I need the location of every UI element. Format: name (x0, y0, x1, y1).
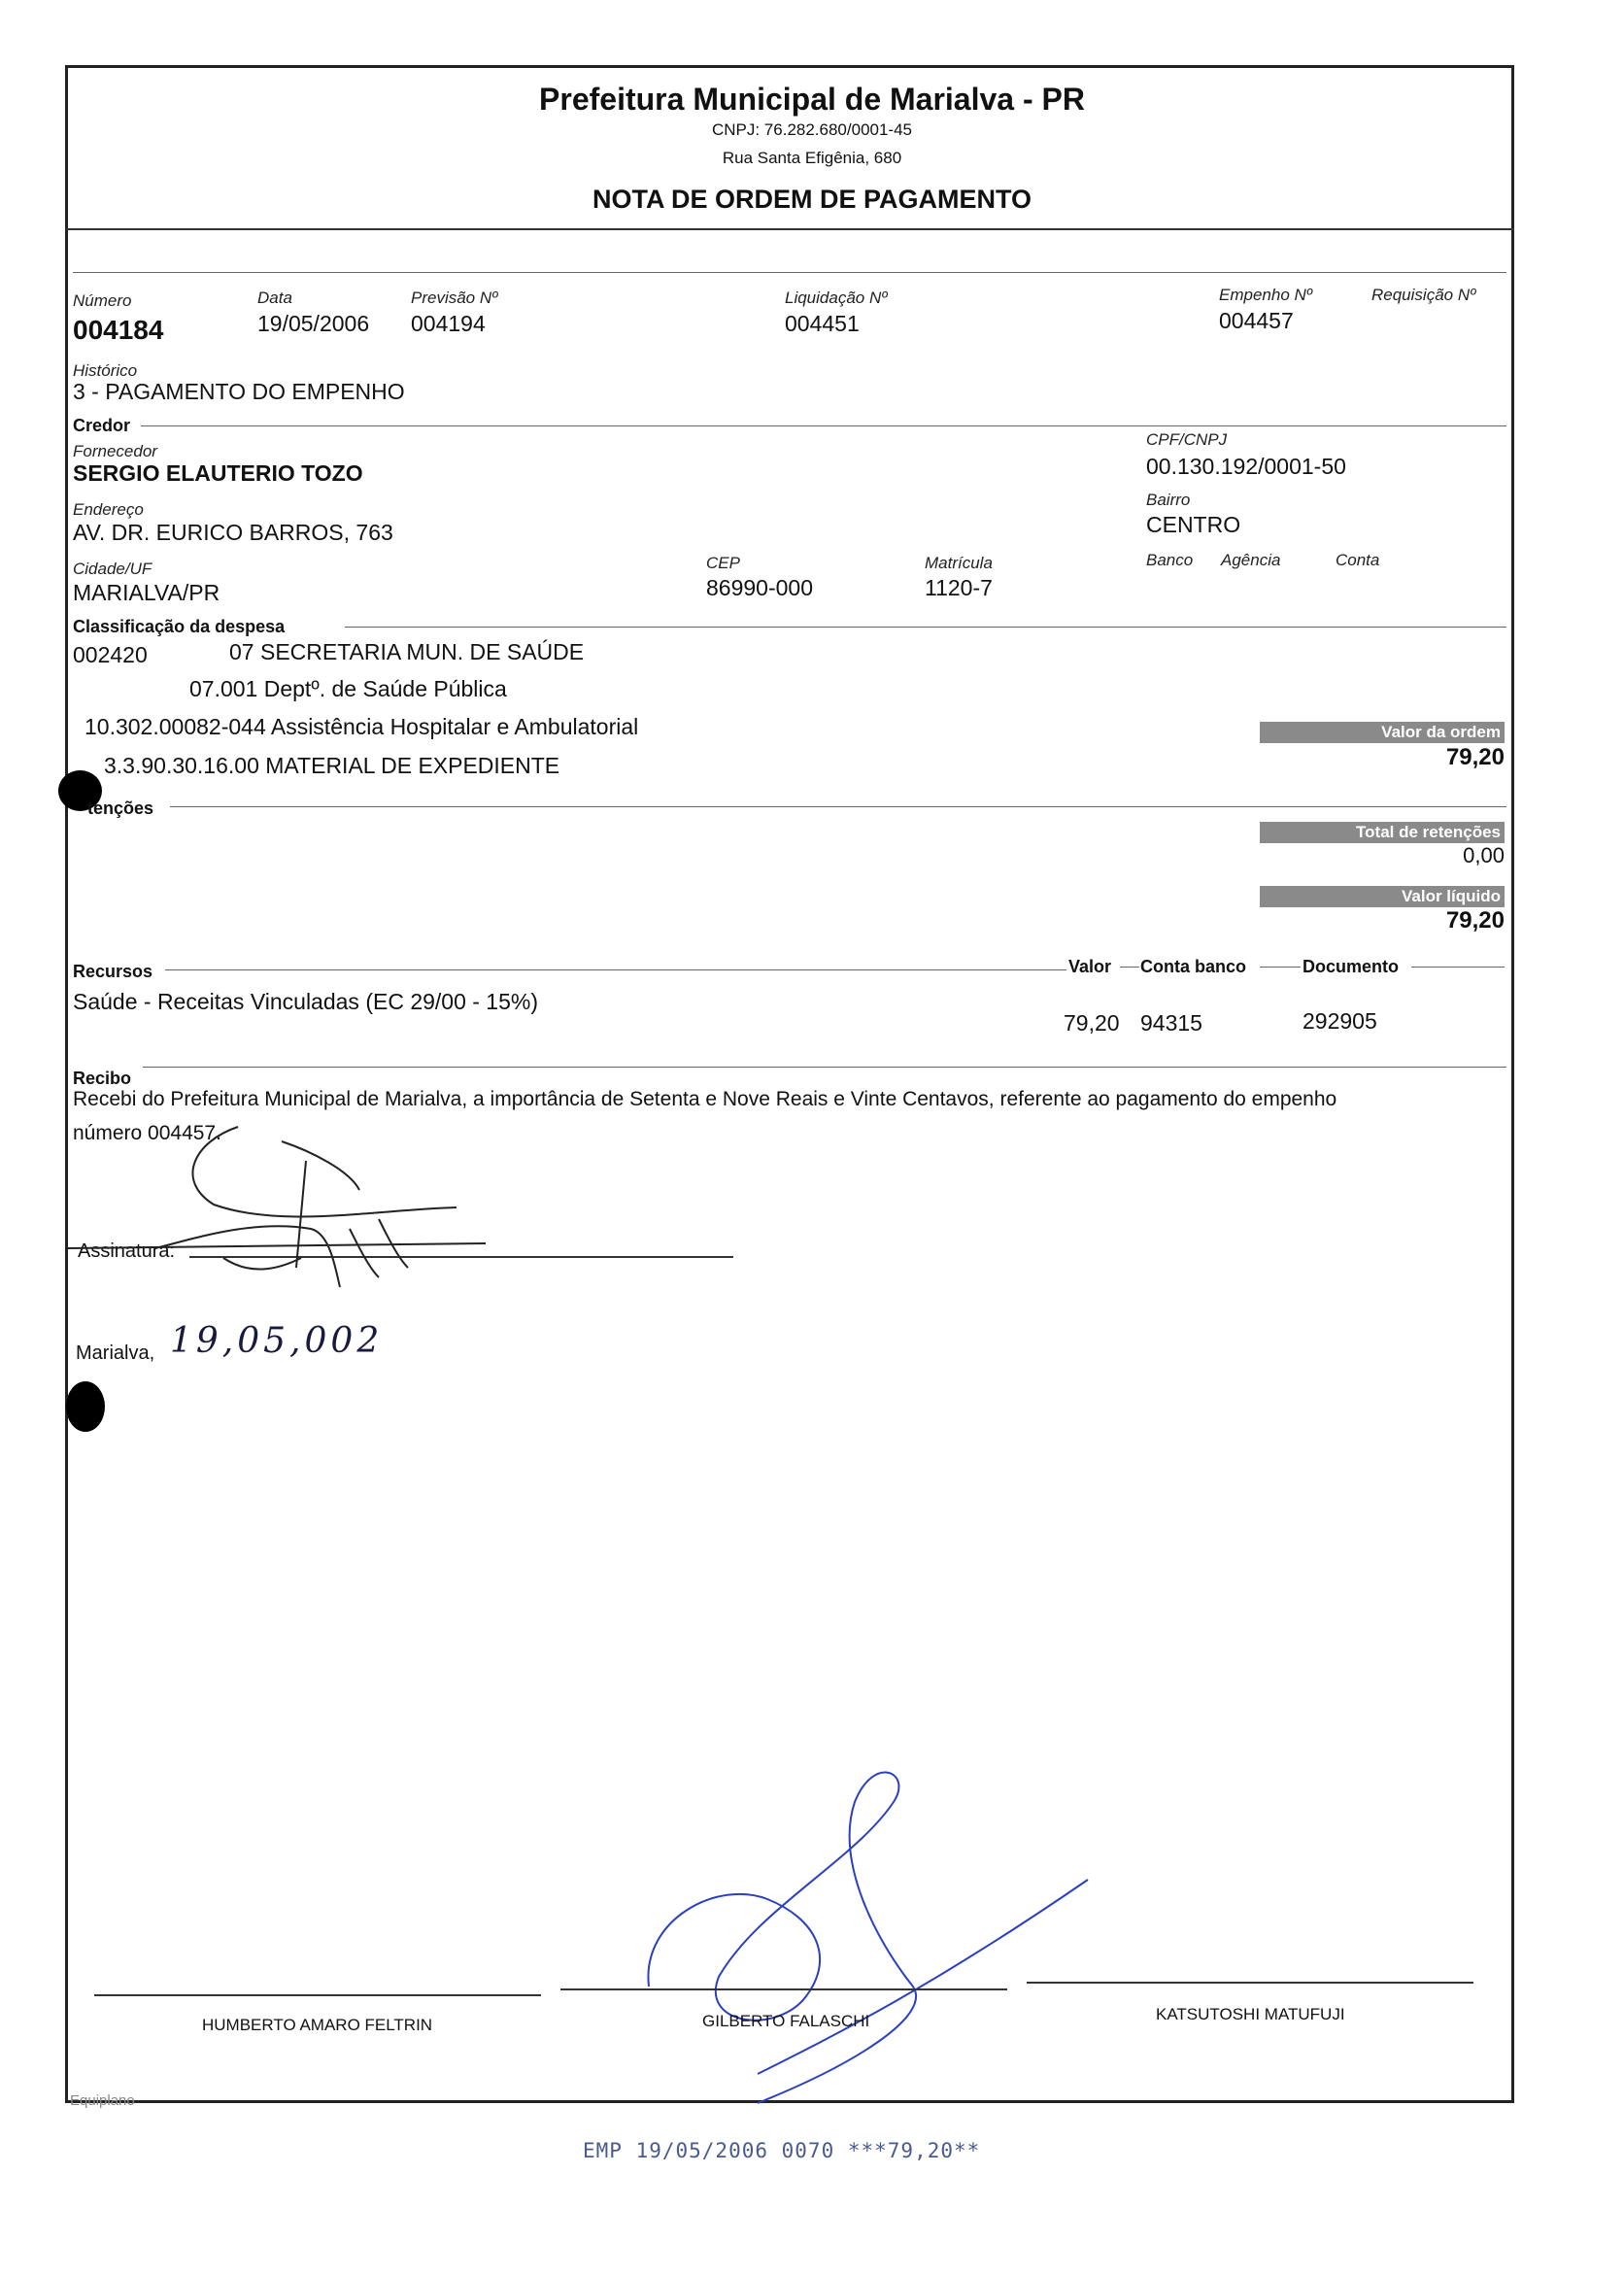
recursos-conta: 94315 (1140, 1010, 1202, 1036)
agencia-label: Agência (1221, 551, 1281, 569)
bank-stamp: EMP 19/05/2006 0070 ***79,20** (583, 2139, 981, 2162)
total-retencoes-label: Total de retenções (1260, 822, 1505, 843)
cidade-value: MARIALVA/PR (73, 580, 220, 605)
brand-label: Equiplano (70, 2092, 135, 2109)
matricula-label: Matrícula (925, 554, 993, 572)
recursos-documento: 292905 (1303, 1008, 1377, 1034)
valor-liquido-label: Valor líquido (1260, 886, 1505, 907)
classificacao-code: 002420 (73, 642, 148, 667)
total-retencoes-value: 0,00 (1463, 843, 1505, 867)
classificacao-line3: 10.302.00082-044 Assistência Hospitalar e Ambulatorial (85, 714, 639, 739)
assinatura-label: Assinatura: (78, 1240, 176, 1262)
classificacao-line1: 07 SECRETARIA MUN. DE SAÚDE (229, 639, 585, 664)
address: Rua Santa Efigênia, 680 (722, 149, 902, 167)
previsao-label: Previsão Nº (411, 289, 498, 307)
signatory-2: GILBERTO FALASCHI (702, 2012, 870, 2030)
cpf-value: 00.130.192/0001-50 (1146, 454, 1346, 479)
credor-rule (141, 425, 1506, 426)
signature-line-1 (94, 1994, 541, 1996)
recursos-conta-label: Conta banco (1140, 957, 1247, 976)
recursos-rule-2 (1120, 967, 1139, 968)
recibo-signature (58, 1122, 544, 1307)
data-label: Data (257, 289, 292, 307)
fornecedor-value: SERGIO ELAUTERIO TOZO (73, 460, 363, 486)
fornecedor-label: Fornecedor (73, 442, 157, 460)
cnpj: CNPJ: 76.282.680/0001-45 (711, 120, 913, 139)
recibo-section: Recibo (73, 1069, 132, 1088)
document-title: NOTA DE ORDEM DE PAGAMENTO (592, 185, 1032, 214)
classificacao-line4: 3.3.90.30.16.00 MATERIAL DE EXPEDIENTE (104, 753, 560, 778)
recursos-documento-label: Documento (1303, 957, 1399, 976)
classificacao-line2: 07.001 Deptº. de Saúde Pública (189, 676, 507, 701)
empenho-value: 004457 (1219, 308, 1294, 333)
recursos-rule-4 (1411, 967, 1505, 968)
numero-label: Número (73, 291, 132, 310)
valor-liquido-value: 79,20 (1445, 907, 1505, 934)
signature-line-2 (560, 1988, 1007, 1990)
matricula-value: 1120-7 (925, 575, 993, 600)
classificacao-rule (345, 627, 1506, 628)
liquidacao-label: Liquidação Nº (785, 289, 888, 307)
credor-section: Credor (73, 416, 131, 435)
local-label: Marialva, (76, 1342, 155, 1364)
signatory-3: KATSUTOSHI MATUFUJI (1156, 2005, 1345, 2023)
recursos-valor: 79,20 (1064, 1010, 1120, 1036)
valor-ordem-value: 79,20 (1445, 744, 1505, 770)
historico-value: 3 - PAGAMENTO DO EMPENHO (73, 379, 405, 404)
cpf-label: CPF/CNPJ (1146, 430, 1228, 449)
endereco-label: Endereço (73, 500, 144, 519)
conta-label: Conta (1336, 551, 1380, 569)
empenho-label: Empenho Nº (1219, 286, 1312, 304)
recursos-descricao: Saúde - Receitas Vinculadas (EC 29/00 - 15%) (73, 989, 539, 1014)
bairro-value: CENTRO (1146, 512, 1241, 537)
recursos-rule (165, 969, 1066, 970)
recibo-text: Recebi do Prefeitura Municipal de Marialva, a importância de Setenta e Nove Reais e Vinte Centavos, referente ao pagamento do empenho (73, 1088, 1337, 1110)
top-rule (73, 272, 1506, 273)
recursos-rule-3 (1260, 967, 1301, 968)
classificacao-section: Classificação da despesa (73, 617, 286, 636)
recursos-section: Recursos (73, 962, 153, 981)
recibo-rule (143, 1067, 1506, 1068)
punch-hole-2 (66, 1381, 105, 1432)
cep-value: 86990-000 (706, 575, 813, 600)
page-title: Prefeitura Municipal de Marialva - PR (539, 82, 1085, 117)
recibo-text-2: número 004457. (73, 1122, 221, 1144)
historico-label: Histórico (73, 361, 138, 380)
previsao-value: 004194 (411, 311, 486, 336)
endereco-value: AV. DR. EURICO BARROS, 763 (73, 520, 393, 545)
bairro-label: Bairro (1146, 491, 1191, 509)
header-divider (65, 228, 1514, 230)
cidade-label: Cidade/UF (73, 560, 152, 578)
requisicao-label: Requisição Nº (1371, 286, 1476, 304)
valor-ordem-label: Valor da ordem (1260, 722, 1505, 743)
cep-label: CEP (706, 554, 740, 572)
banco-label: Banco (1146, 551, 1194, 569)
recursos-valor-label: Valor (1068, 957, 1112, 976)
signatory-1: HUMBERTO AMARO FELTRIN (202, 2016, 433, 2034)
liquidacao-value: 004451 (785, 311, 860, 336)
data-value: 19/05/2006 (257, 311, 370, 336)
retencoes-rule (170, 806, 1506, 807)
handwritten-date: 19,05,002 (170, 1321, 384, 1361)
numero-value: 004184 (73, 315, 164, 345)
signature-line-3 (1027, 1982, 1473, 1984)
retencoes-section: tenções (87, 798, 154, 818)
bottom-signature (641, 1763, 1098, 2113)
